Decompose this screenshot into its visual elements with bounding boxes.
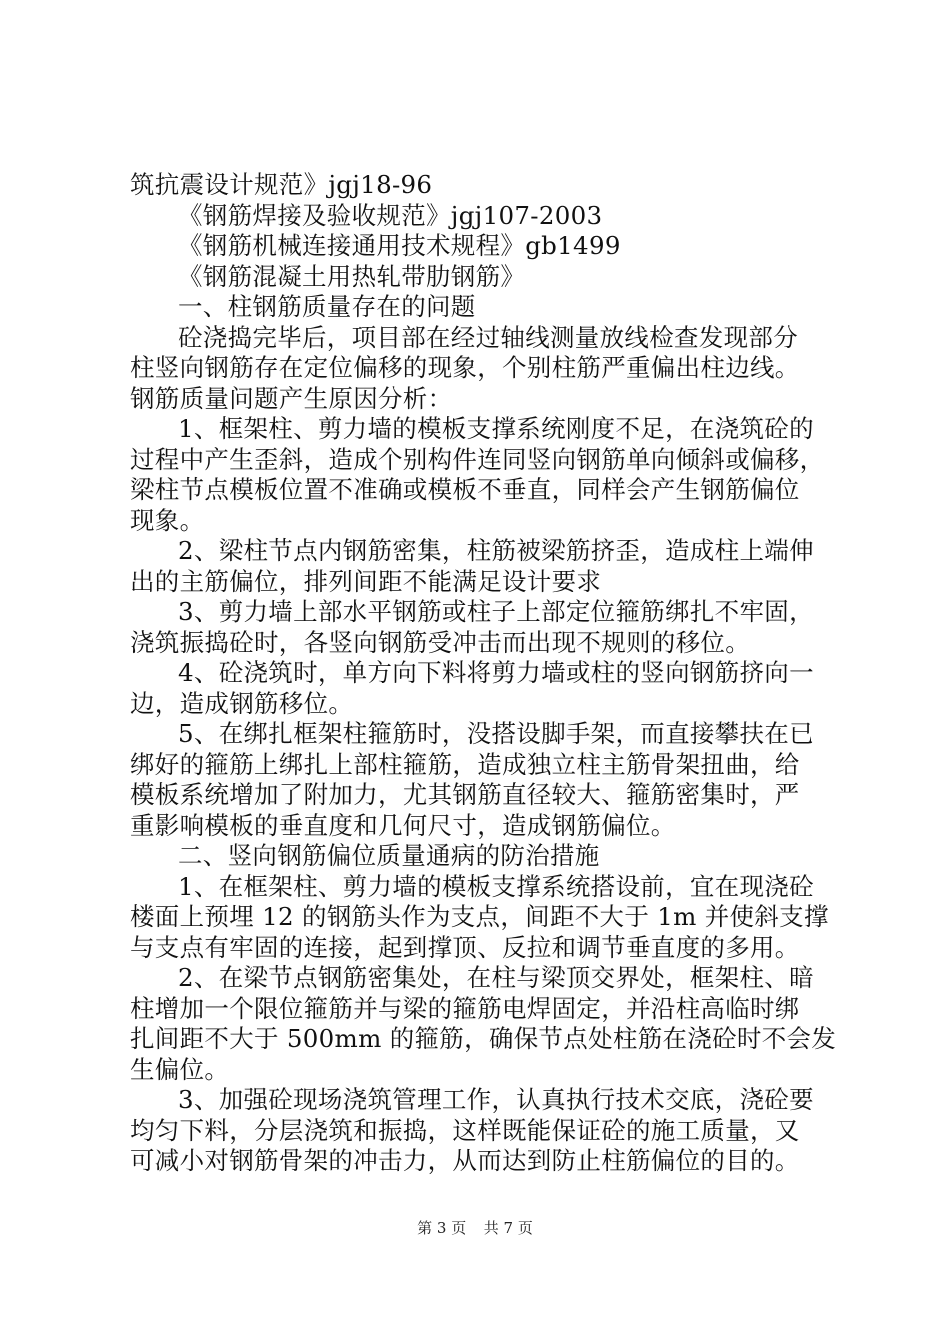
- page-footer: [0, 1217, 950, 1238]
- text-line: 《钢筋机械连接通用技术规程》gb1499: [178, 231, 621, 260]
- text-line: 现象。: [130, 505, 205, 535]
- text-line: 楼面上预埋 12 的钢筋头作为支点，间距不大于 1m 并使斜支撑: [130, 902, 829, 931]
- text-line: 柱增加一个限位箍筋并与梁的箍筋电焊固定，并沿柱高临时绑: [130, 993, 800, 1023]
- text-line: 绑好的箍筋上绑扎上部柱箍筋，造成独立柱主筋骨架扭曲，给: [130, 749, 800, 779]
- text-line: 出的主筋偏位，排列间距不能满足设计要求: [130, 566, 602, 596]
- text-line: 《钢筋焊接及验收规范》jgj107-2003: [178, 200, 603, 230]
- section-heading-1: 一、柱钢筋质量存在的问题: [178, 292, 476, 321]
- text-line: 均匀下料，分层浇筑和振捣，这样既能保证砼的施工质量，又: [130, 1115, 800, 1145]
- section-heading-2: 二、竖向钢筋偏位质量通病的防治措施: [178, 841, 600, 870]
- text-line: 筑抗震设计规范》jgj18-96: [130, 170, 433, 199]
- text-line: 《钢筋混凝土用热轧带肋钢筋》: [178, 261, 526, 291]
- text-line: 与支点有牢固的连接，起到撑顶、反拉和调节垂直度的多用。: [130, 932, 800, 962]
- text-line: 1、在框架柱、剪力墙的模板支撑系统搭设前，宜在现浇砼: [178, 871, 814, 901]
- text-line: 梁柱节点模板位置不准确或模板不垂直，同样会产生钢筋偏位: [130, 475, 800, 504]
- text-line: 2、梁柱节点内钢筋密集，柱筋被梁筋挤歪，造成柱上端伸: [178, 536, 814, 565]
- text-line: 可减小对钢筋骨架的冲击力，从而达到防止柱筋偏位的目的。: [130, 1146, 800, 1175]
- text-line: 钢筋质量问题产生原因分析：: [130, 383, 453, 413]
- text-line: 3、剪力墙上部水平钢筋或柱子上部定位箍筋绑扎不牢固，: [178, 597, 814, 626]
- text-line: 砼浇捣完毕后，项目部在经过轴线测量放线检查发现部分: [178, 322, 798, 352]
- text-line: 扎间距不大于 500mm 的箍筋，确保节点处柱筋在浇砼时不会发: [130, 1024, 837, 1053]
- text-line: 5、在绑扎框架柱箍筋时，没搭设脚手架，而直接攀扶在已: [178, 719, 814, 748]
- text-line: 柱竖向钢筋存在定位偏移的现象，个别柱筋严重偏出柱边线。: [130, 353, 800, 382]
- text-line: 生偏位。: [130, 1054, 230, 1084]
- document-body: [130, 170, 837, 1177]
- page-total: 共 7 页: [483, 1219, 533, 1237]
- text-line: 1、框架柱、剪力墙的模板支撑系统刚度不足，在浇筑砼的: [178, 414, 814, 443]
- page-number: 第 3 页: [417, 1219, 467, 1237]
- text-line: 过程中产生歪斜，造成个别构件连同竖向钢筋单向倾斜或偏移，: [130, 444, 825, 474]
- text-line: 2、在梁节点钢筋密集处，在柱与梁顶交界处，框架柱、暗: [178, 963, 814, 992]
- text-line: 4、砼浇筑时，单方向下料将剪力墙或柱的竖向钢筋挤向一: [178, 658, 814, 687]
- text-line: 3、加强砼现场浇筑管理工作，认真执行技术交底，浇砼要: [178, 1085, 814, 1114]
- text-line: 重影响模板的垂直度和几何尺寸，造成钢筋偏位。: [130, 810, 676, 840]
- text-line: 边，造成钢筋移位。: [130, 688, 354, 718]
- text-line: 浇筑振捣砼时，各竖向钢筋受冲击而出现不规则的移位。: [130, 627, 750, 657]
- text-line: 模板系统增加了附加力，尤其钢筋直径较大、箍筋密集时，严: [130, 780, 800, 809]
